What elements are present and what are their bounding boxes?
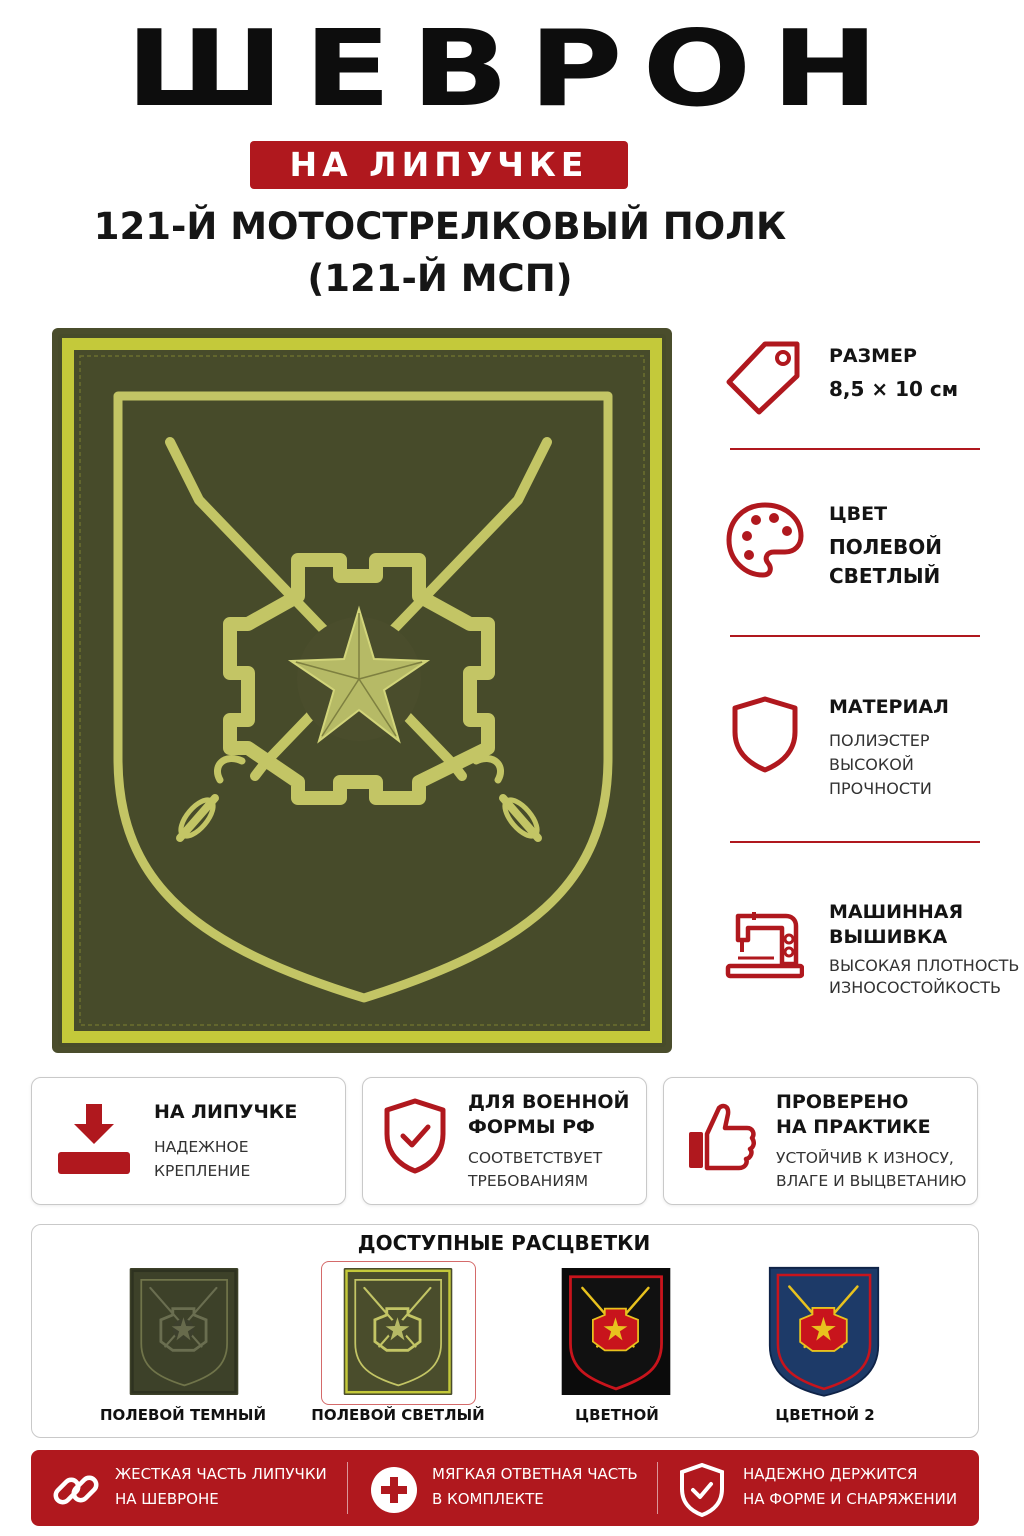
footer-divider [347,1462,348,1514]
plus-circle-icon [369,1465,419,1515]
divider [730,635,980,637]
page-title: ШЕВРОН [125,8,899,131]
size-title: РАЗМЕР [829,345,917,367]
price-tag-icon [725,336,805,416]
thumbs-up-icon [685,1100,757,1172]
shield-check-icon [383,1098,447,1174]
footer-line: НА ФОРМЕ И СНАРЯЖЕНИИ [743,1490,958,1508]
feature-title: НА ПРАКТИКЕ [776,1116,931,1138]
feature-title: ФОРМЫ РФ [468,1116,595,1138]
divider [730,841,980,843]
material-line: ВЫСОКОЙ [829,755,914,774]
feature-text: УСТОЙЧИВ К ИЗНОСУ, [776,1149,954,1167]
color-title: ЦВЕТ [829,503,888,525]
footer-line: В КОМПЛЕКТЕ [432,1490,544,1508]
footer-line: НА ШЕВРОНЕ [115,1490,219,1508]
variant-label[interactable]: ПОЛЕВОЙ СВЕТЛЫЙ [311,1406,485,1424]
footer-line: НАДЕЖНО ДЕРЖИТСЯ [743,1465,918,1483]
footer-line: ЖЕСТКАЯ ЧАСТЬ ЛИПУЧКИ [115,1465,327,1483]
embroidery-line: ВЫСОКАЯ ПЛОТНОСТЬ [829,956,1020,975]
feature-title: НА ЛИПУЧКЕ [154,1101,298,1123]
material-line: ПОЛИЭСТЕР [829,731,930,750]
variant-field-dark-swatch[interactable] [127,1268,241,1395]
shield-icon [725,694,805,774]
velcro-badge: НА ЛИПУЧКЕ [250,141,628,189]
divider [730,448,980,450]
variant-label[interactable]: ЦВЕТНОЙ [575,1406,659,1424]
unit-name: 121-Й МОТОСТРЕЛКОВЫЙ ПОЛК [93,205,787,248]
footer-line: МЯГКАЯ ОТВЕТНАЯ ЧАСТЬ [432,1465,638,1483]
feature-title: ДЛЯ ВОЕННОЙ [468,1091,630,1113]
sewing-machine-icon [724,906,804,986]
variant-colored-2-swatch[interactable] [763,1266,885,1397]
feature-text: КРЕПЛЕНИЕ [154,1162,251,1180]
embroidery-title-line1: МАШИННАЯ [829,901,964,923]
embroidery-line: ИЗНОСОСТОЙКОСТЬ [829,978,1001,997]
variant-label[interactable]: ЦВЕТНОЙ 2 [775,1406,875,1424]
palette-icon [725,500,805,580]
footer-divider [657,1462,658,1514]
feature-text: НАДЕЖНОЕ [154,1138,249,1156]
link-icon [52,1466,100,1514]
color-value-line2: СВЕТЛЫЙ [829,564,941,588]
material-title: МАТЕРИАЛ [829,696,949,718]
feature-text: ТРЕБОВАНИЯМ [468,1172,589,1190]
variant-field-light-swatch[interactable] [341,1268,455,1395]
size-value: 8,5 × 10 см [829,377,959,401]
color-value-line1: ПОЛЕВОЙ [829,535,942,559]
material-line: ПРОЧНОСТИ [829,779,932,798]
download-icon [56,1104,132,1176]
feature-title: ПРОВЕРЕНО [776,1091,909,1113]
feature-text: ВЛАГЕ И ВЫЦВЕТАНИЮ [776,1172,967,1190]
unit-abbreviation: (121-Й МСП) [307,257,573,300]
variant-label[interactable]: ПОЛЕВОЙ ТЕМНЫЙ [99,1406,267,1424]
shield-check-icon [679,1463,725,1517]
variants-title: ДОСТУПНЫЕ РАСЦВЕТКИ [357,1231,651,1255]
variant-colored-swatch[interactable] [557,1268,675,1395]
embroidery-title-line2: ВЫШИВКА [829,926,948,948]
patch-image [52,328,672,1053]
feature-text: СООТВЕТСТВУЕТ [468,1149,603,1167]
